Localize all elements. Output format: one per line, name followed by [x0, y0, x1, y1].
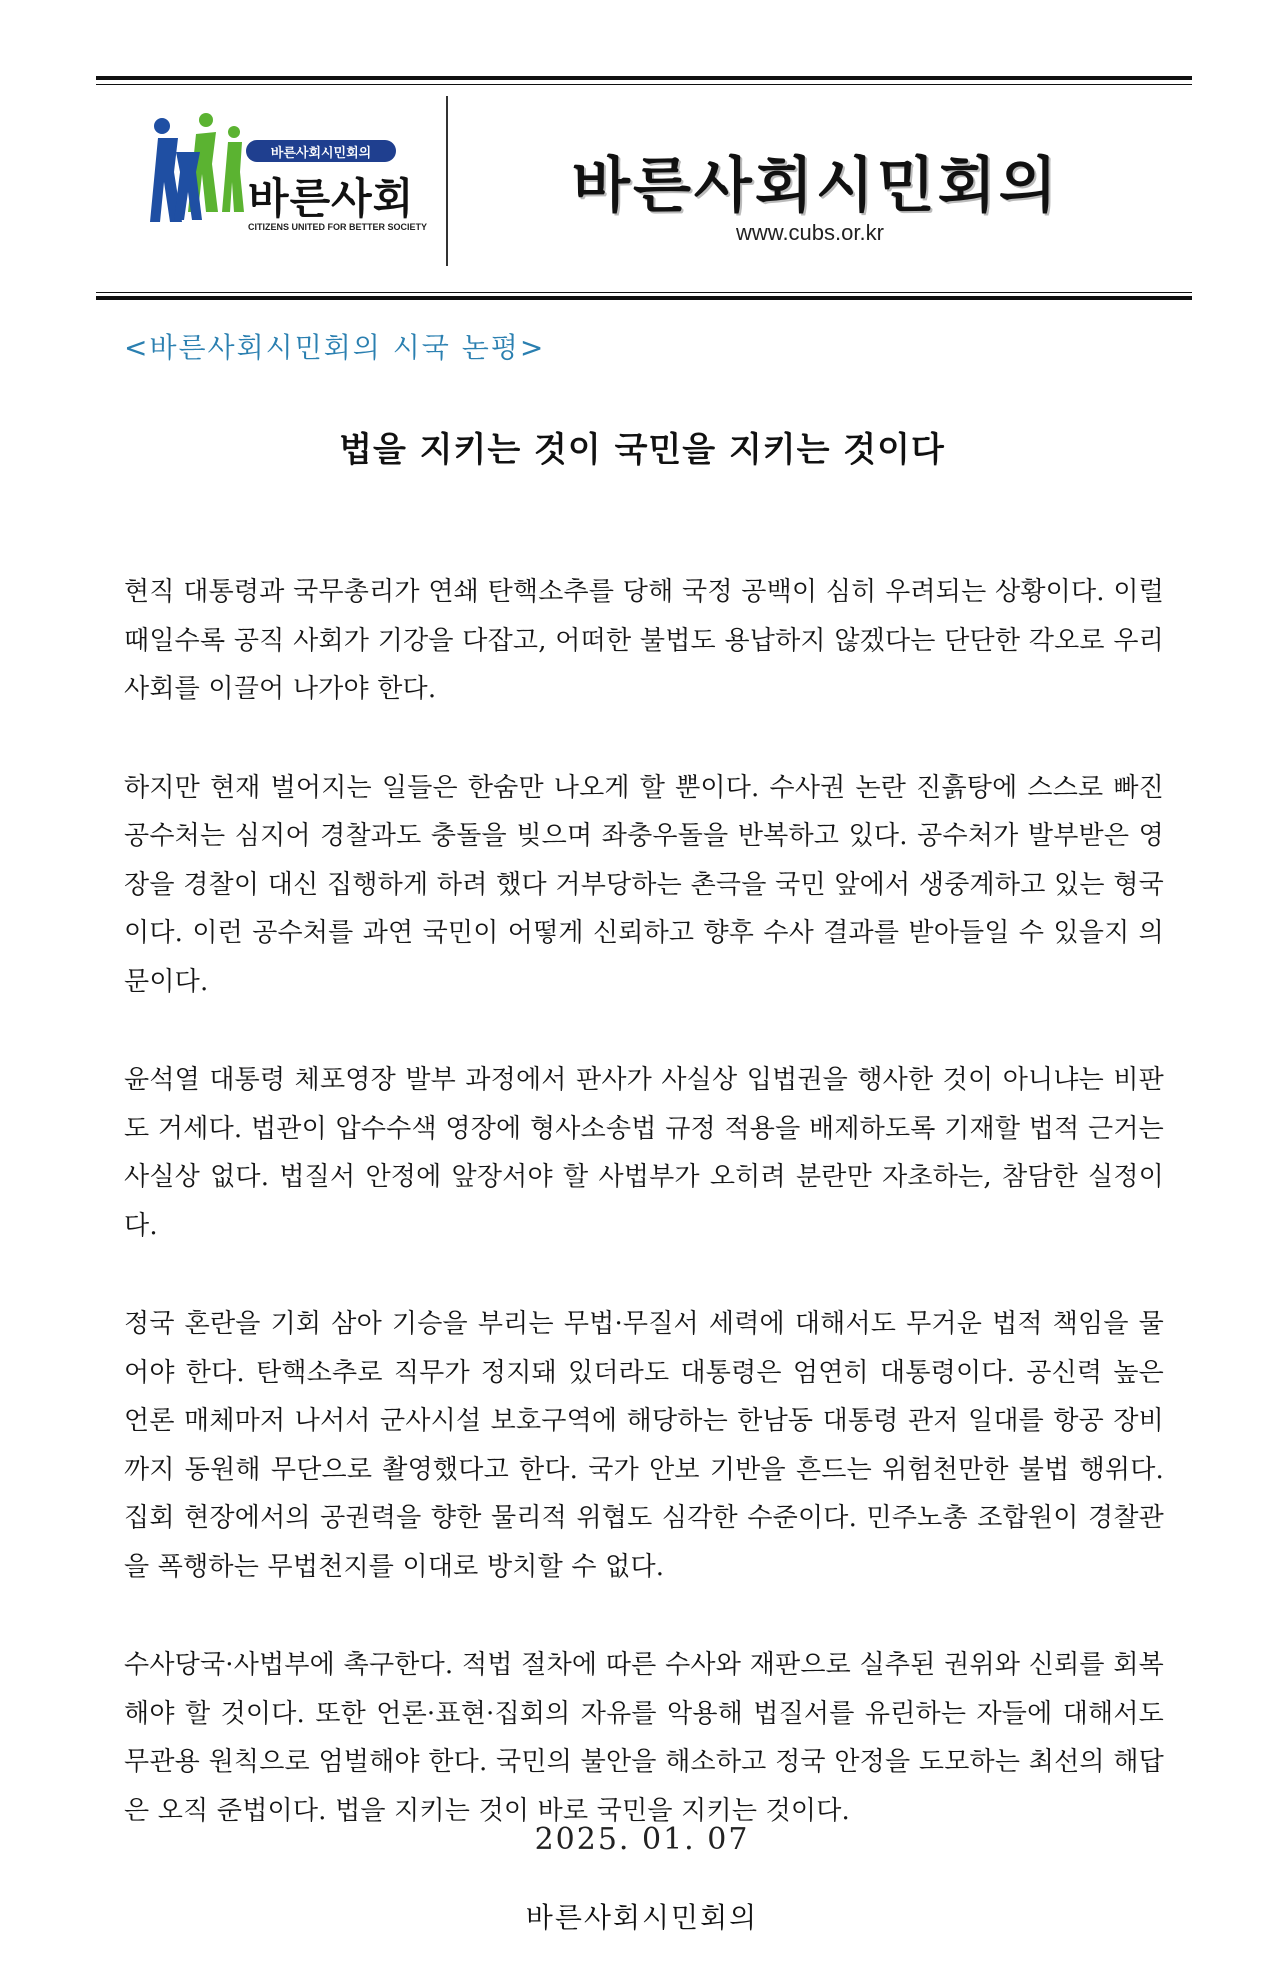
organization-url[interactable]: www.cubs.or.kr [736, 220, 884, 245]
paragraph: 정국 혼란을 기회 삼아 기승을 부리는 무법·무질서 세력에 대해서도 무거운 법적 책임을 물어야 한다. 탄핵소추로 직무가 정지돼 있더라도 대통령은 엄연히 대통령이다. 공신력 높은 언론 매체마저 나서서 군사시설 보호구역에 해당하는 한남동 대통령 관저 일대를 항공 장비까지 동원해 무단으로 촬영했다고 한다. 국가 안보 기반을 흔드는 위험천만한 불법 행위다. 집회 현장에서의 공권력을 향한 물리적 위협도 심각한 수준이다. 민주노총 조합원이 경찰관을 폭행하는 무법천지를 이대로 방치할 수 없다. [124, 1309, 1164, 1582]
signer: 바른사회시민회의 [525, 1901, 759, 1934]
header-bottom-rule [96, 296, 1192, 300]
page-title: 법을 지키는 것이 국민을 지키는 것이다 [339, 430, 945, 470]
header-divider [446, 96, 448, 266]
organization-name: 바른사회시민회의 [572, 151, 1060, 221]
logo-small-text: 바른사회시민회의 [270, 146, 372, 161]
logo-sub-text: CITIZENS UNITED FOR BETTER SOCIETY [248, 222, 428, 232]
article-body [124, 568, 1164, 1885]
paragraph: 하지만 현재 벌어지는 일들은 한숨만 나오게 할 뿐이다. 수사권 논란 진흙탕에 스스로 빠진 공수처는 심지어 경찰과도 충돌을 빚으며 좌충우돌을 반복하고 있다. 공수처가 발부받은 영장을 경찰이 대신 집행하게 하려 했다 거부당하는 촌극을 국민 앞에서 생중계하고 있는 형국이다. 이런 공수처를 과연 국민이 어떻게 신뢰하고 향후 수사 결과를 받아들일 수 있을지 의문이다. [124, 772, 1164, 997]
top-rule [96, 76, 1192, 80]
paragraph: 수사당국·사법부에 촉구한다. 적법 절차에 따른 수사와 재판으로 실추된 권위와 신뢰를 회복해야 할 것이다. 또한 언론·표현·집회의 자유를 악용해 법질서를 유린하는 자들에 대해서도 무관용 원칙으로 엄벌해야 한다. 국민의 불안을 해소하고 정국 안정을 도모하는 최선의 해답은 오직 준법이다. 법을 지키는 것이 바로 국민을 지키는 것이다. [124, 1650, 1164, 1826]
organization-logo [146, 112, 428, 262]
section-tag: <바른사회시민회의 시국 논평> [124, 331, 546, 364]
paragraph: 윤석열 대통령 체포영장 발부 과정에서 판사가 사실상 입법권을 행사한 것이 아니냐는 비판도 거세다. 법관이 압수수색 영장에 형사소송법 규정 적용을 배제하도록 기재할 법적 근거는 사실상 없다. 법질서 안정에 앞장서야 할 사법부가 오히려 분란만 자초하는, 참담한 실정이다. [124, 1065, 1164, 1241]
paragraph: 현직 대통령과 국무총리가 연쇄 탄핵소추를 당해 국정 공백이 심히 우려되는 상황이다. 이럴 때일수록 공직 사회가 기강을 다잡고, 어떠한 불법도 용납하지 않겠다는 단단한 각오로 우리 사회를 이끌어 나가야 한다. [124, 577, 1164, 704]
header-bottom-rule-thin [96, 292, 1192, 293]
logo-main-text: 바른사회 [248, 174, 415, 223]
publish-date: 2025. 01. 07 [534, 1822, 750, 1857]
letterhead [96, 84, 1192, 292]
